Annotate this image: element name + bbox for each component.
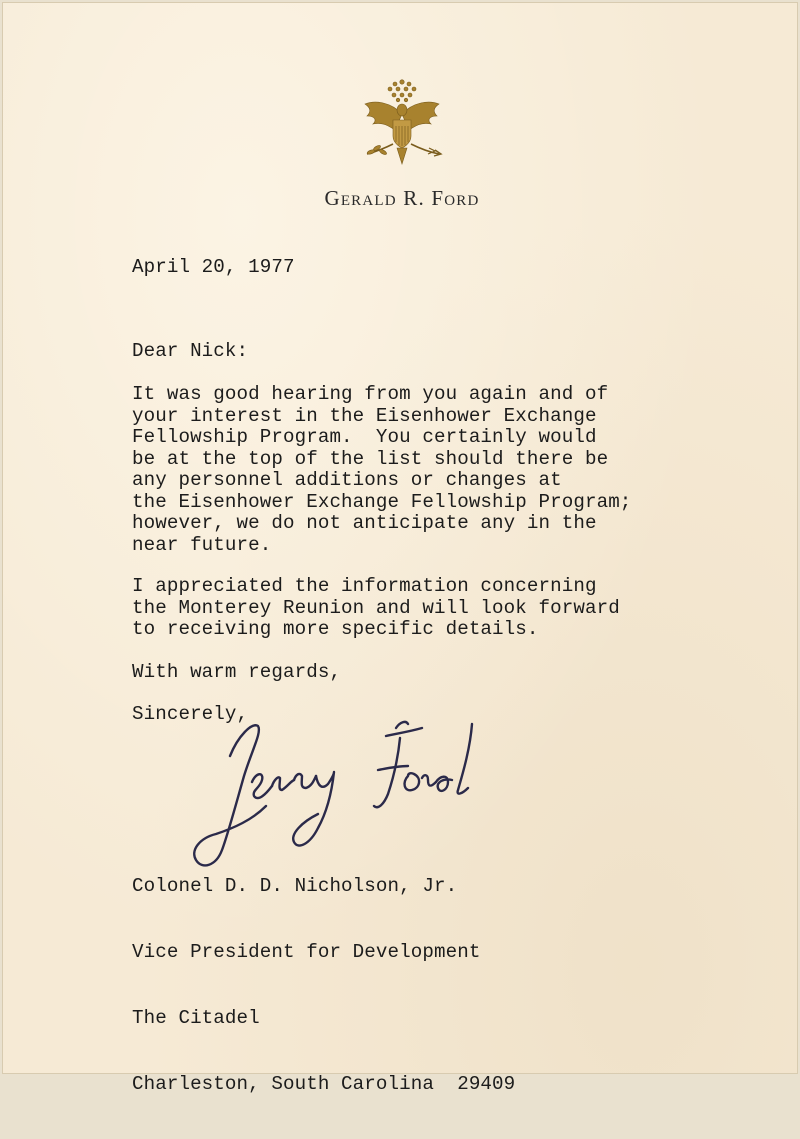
closing-warm-regards: With warm regards, xyxy=(132,661,342,683)
address-line: Vice President for Development xyxy=(132,941,481,963)
address-line: The Citadel xyxy=(132,1007,260,1029)
stars-cloud xyxy=(388,80,416,102)
letterhead-name: Gerald R. Ford xyxy=(324,186,480,210)
salutation: Dear Nick: xyxy=(132,340,249,362)
address-line: Colonel D. D. Nicholson, Jr. xyxy=(132,875,458,897)
closing-sincerely: Sincerely, xyxy=(132,703,249,725)
paragraph-1: It was good hearing from you again and of your interest in the Eisenhower Exchange Fellowship Program. You certainly would be at the top of the list should there be any personnel additions or changes at the Eisenhower Exchange Fellowship Program; however, we do not anticipate any in the near future. xyxy=(132,383,632,556)
address-line: Charleston, South Carolina 29409 xyxy=(132,1073,516,1095)
letter-date: April 20, 1977 xyxy=(132,256,295,278)
presidential-seal-icon xyxy=(357,74,447,170)
paragraph-2: I appreciated the information concerning the Monterey Reunion and will look forward to receiving more specific details. xyxy=(132,575,620,640)
handwritten-signature xyxy=(182,710,512,880)
letter-page xyxy=(2,2,798,1095)
